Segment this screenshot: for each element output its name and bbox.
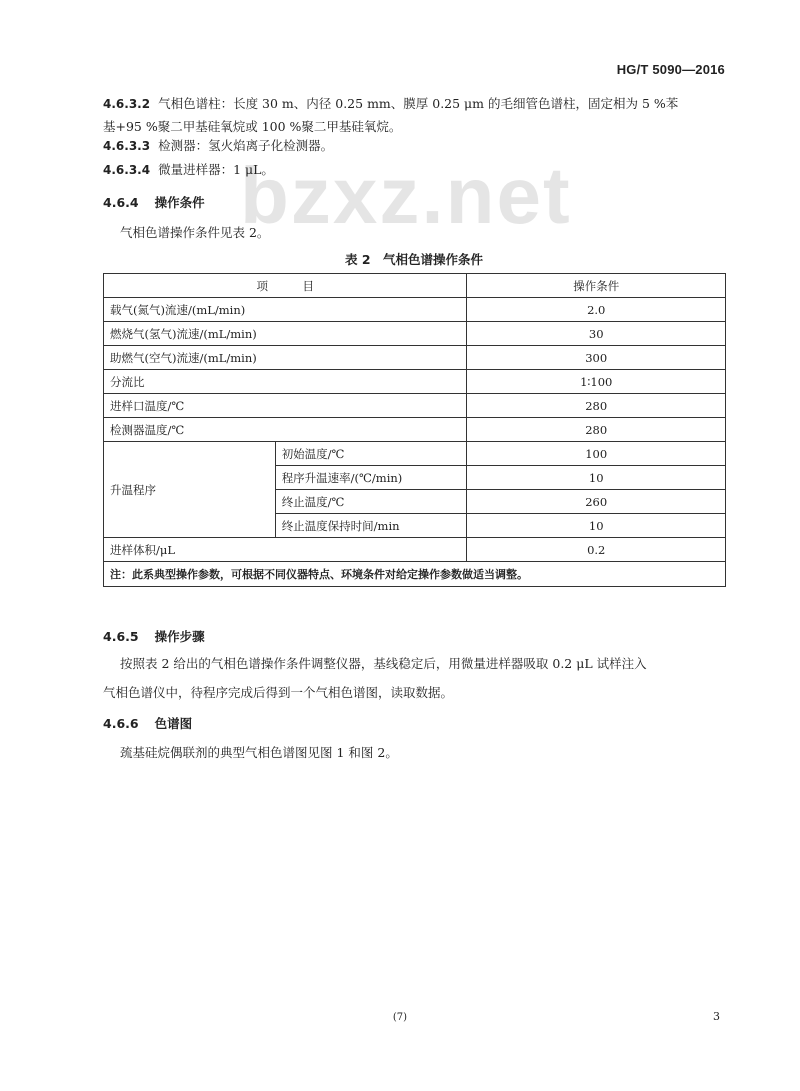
operating-conditions-table (103, 273, 726, 587)
program-sub-value: 260 (467, 490, 726, 514)
section-title: 操作步骤 (154, 629, 205, 644)
program-sub-value: 100 (467, 442, 726, 466)
section-heading-466 (103, 714, 192, 732)
table-note-row (104, 562, 726, 587)
program-sub-value: 10 (467, 514, 726, 538)
table-row (104, 322, 726, 346)
table-row (104, 394, 726, 418)
row-value: 30 (467, 322, 726, 346)
section-heading-464 (103, 193, 205, 211)
section-title: 操作条件 (154, 195, 205, 210)
footer-page-code: (7) (392, 1012, 408, 1023)
section-heading-465 (103, 627, 205, 645)
row-value: 280 (467, 394, 726, 418)
program-sub-item: 终止温度/℃ (275, 490, 467, 514)
section-body-465-line1: 按照表 2 给出的气相色谱操作条件调整仪器，基线稳定后，用微量进样器吸取 0.2 μL 试样注入 (120, 656, 647, 671)
row-item: 燃烧气(氢气)流速/(mL/min) (104, 322, 467, 346)
table-row (104, 346, 726, 370)
header-item: 项 目 (104, 274, 467, 298)
section-body-464: 气相色谱操作条件见表 2。 (120, 225, 270, 240)
row-item: 进样体积/μL (104, 538, 467, 562)
table-header-row (104, 274, 726, 298)
section-number: 4.6.5 (103, 629, 139, 644)
table-note: 注：此系典型操作参数，可根据不同仪器特点、环境条件对给定操作参数做适当调整。 (104, 562, 726, 587)
program-sub-item: 初始温度/℃ (275, 442, 467, 466)
row-item: 载气(氮气)流速/(mL/min) (104, 298, 467, 322)
clause-number: 4.6.3.3 (103, 139, 151, 153)
clause-4633 (103, 134, 725, 158)
clause-text: 微量进样器：1 μL。 (158, 162, 274, 177)
standard-number: HG/T 5090—2016 (616, 62, 725, 77)
table-row (104, 298, 726, 322)
program-sub-item: 终止温度保持时间/min (275, 514, 467, 538)
clause-text: 检测器：氢火焰离子化检测器。 (158, 138, 334, 153)
watermark: bzxz.net (240, 151, 572, 240)
row-value: 2.0 (467, 298, 726, 322)
row-item: 分流比 (104, 370, 467, 394)
row-item: 检测器温度/℃ (104, 418, 467, 442)
row-item: 助燃气(空气)流速/(mL/min) (104, 346, 467, 370)
program-sub-value: 10 (467, 466, 726, 490)
program-sub-item: 程序升温速率/(℃/min) (275, 466, 467, 490)
table-row (104, 370, 726, 394)
clause-4632 (103, 92, 725, 116)
clause-text-line1: 气相色谱柱：长度 30 m、内径 0.25 mm、膜厚 0.25 μm 的毛细管色谱柱，固定相为 5 %苯 (158, 96, 679, 111)
clause-number: 4.6.3.2 (103, 97, 151, 111)
clause-4634 (103, 158, 725, 182)
row-value: 280 (467, 418, 726, 442)
page-number: 3 (713, 1010, 720, 1023)
row-item: 进样口温度/℃ (104, 394, 467, 418)
row-value: 0.2 (467, 538, 726, 562)
program-label: 升温程序 (104, 442, 276, 538)
header-condition: 操作条件 (467, 274, 726, 298)
section-body-465-line2: 气相色谱仪中，待程序完成后得到一个气相色谱图，读取数据。 (103, 685, 454, 700)
section-title: 色谱图 (154, 716, 193, 731)
clause-4632-continuation: 基+95 %聚二甲基硅氧烷或 100 %聚二甲基硅氧烷。 (103, 119, 402, 134)
table-title: 表 2 气相色谱操作条件 (344, 252, 484, 267)
clause-number: 4.6.3.4 (103, 163, 151, 177)
row-value: 1∶100 (467, 370, 726, 394)
table-row (104, 538, 726, 562)
table-row (104, 442, 726, 466)
section-number: 4.6.6 (103, 716, 139, 731)
table-row (104, 418, 726, 442)
row-value: 300 (467, 346, 726, 370)
section-number: 4.6.4 (103, 195, 139, 210)
section-body-466: 巯基硅烷偶联剂的典型气相色谱图见图 1 和图 2。 (120, 745, 398, 760)
